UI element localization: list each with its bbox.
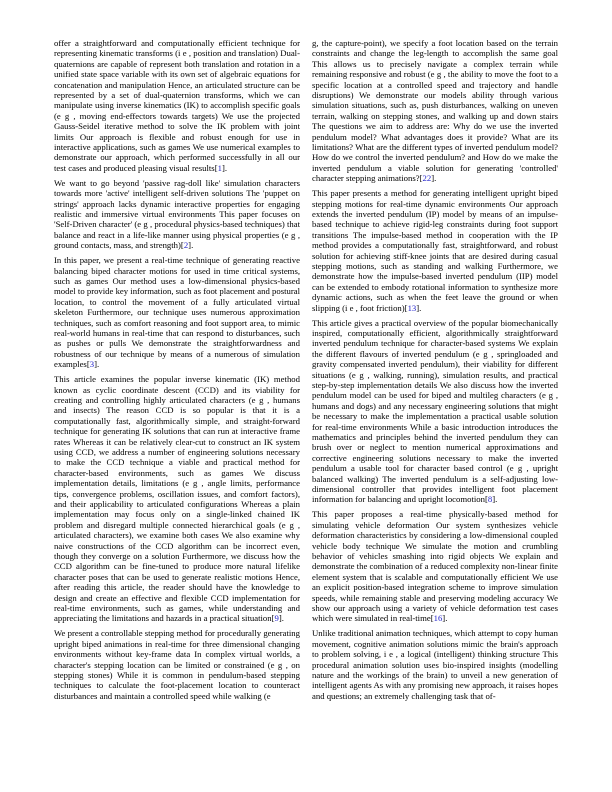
paragraph <box>54 38 300 173</box>
citation-bracket: [ <box>86 359 90 370</box>
citation-link[interactable]: 16 <box>433 613 443 624</box>
citation-bracket: [ <box>214 162 218 173</box>
text-column-left <box>54 38 300 706</box>
paragraph <box>312 318 558 505</box>
paragraph <box>312 38 558 184</box>
citation-bracket: ] <box>278 613 282 624</box>
citation-bracket: ] <box>94 359 97 370</box>
paragraph <box>54 255 300 369</box>
paragraph-text: We want to go beyond 'passive rag-doll like' simulation characters towards more 'active' intelligent self-driven solutions The 'puppet on strings' approach lacks dynamic interactive properties for engaging realistic and immersive virtual environments This paper focuses on 'Self-Driven character' (e g , procedural physics-based techniques) that balance and react in a life-like manner using physical properties (e g , ground contacts, mass, and strength) <box>54 177 300 251</box>
citation-bracket: [ <box>180 240 184 251</box>
citation-bracket: [ <box>404 302 408 313</box>
paragraph-text: This paper proposes a real-time physically-based method for simulating vehicle deformation Our system synthesizes vehicle deformation characteristics by considering a low-dimensional coupled vehicle body technique We simulate the motion and crumbling behavior of vehicles smashing into rigid objects We explain and demonstrate the combination of a reduced complexity non-linear finite element system that is scalable and computationally efficient We use an explicit position-based integration scheme to improve simulation speeds, while remaining stable and preserving modeling accuracy We show our approach using a variety of vehicle deformation test cases which were simulated in real-time <box>312 509 558 624</box>
citation-link[interactable]: 3 <box>89 359 95 370</box>
citation-bracket: ] <box>188 240 192 251</box>
paragraph-text: g, the capture-point), we specify a foot location based on the terrain constraints and change the leg-length to accomplish the same goal This allows us to precisely navigate a complex terrain while remaining responsive and robust (e g , the ability to move the foot to a specific location at a controlled speed and trajectory and handle disruptions) We demonstrate our models ability through various simulation situations, such as, push disturbances, walking on uneven terrain, walking on stepping stones, and walking up and down stairs The questions we aim to address are: Why do we use the inverted pendulum model? What advantages does it provide? What are its limitations? What are the different types of inverted pendulum model? How do we control the inverted pendulum? and How do we make the inverted pendulum a viable solution for generating 'controlled' character stepping animations? <box>312 38 558 184</box>
paragraph-text: . <box>419 302 422 313</box>
paragraph <box>54 374 300 624</box>
paragraph-text: offer a straightforward and computationally efficient technique for representing kinematic transforms (i e , position and translation) Dual-quaternions are capable of represent both translation and rotation in a unified state space variable with its own set of algebraic equations for concatenation and manipulation Hence, an articulated structure can be represented by a set of dual-quaternion transforms, which we can manipulate using inverse kinematics (IK) to accomplish specific goals (e g , moving end-effectors towards targets) We use the projected Gauss-Seidel iterative method to solve the IK problem with joint limits Our approach is flexible and robust enough for use in interactive applications, such as games We use numerical examples to demonstrate our approach, which performed successfully in all our test cases and produced pleasing visual results <box>54 38 300 173</box>
paragraph <box>312 188 558 313</box>
citation-link[interactable]: 13 <box>407 302 417 313</box>
citation-link[interactable]: 2 <box>183 240 189 251</box>
citation-link[interactable]: 9 <box>274 613 279 624</box>
paragraph-text: This article examines the popular inverse kinematic (IK) method known as cyclic coordinate descent (CCD) and its viability for creating and controlling highly articulated characters (e g , humans and insects) The reason CCD is so popular is that it is a computationally fast, algorithmically simple, and straight-forward technique for generating IK solutions that can run at interactive frame rates Whereas it can be relatively clear-cut to construct an IK system using CCD, we address a number of engineering solutions necessary to make the CCD technique a viable and practical method for character-based environments, such as games We discuss implementation details, limitations (e g , angle limits, performance tips, convergence problems, oscillation issues, and comfort factors), and their applicability to articulated configurations Whereas a plain implementation may focus only on a single-linked chained IK problem and disregard multiple connected hierarchical goals (e g , articulated characters), we examine both cases We also examine why naive constructions of the CCD algorithm can be incorrect even, though they converge on a solution Furthermore, we discuss how the CCD algorithm can be fine-tuned to produce more natural lifelike character poses that can be used to generate realistic motions Hence, after reading this article, the reader should have the knowledge to design and create an effective and flexible CCD implementation for real-time environments, such as games, while understanding and appreciating the limitations and hazards in a practical situation <box>54 374 300 624</box>
citation-link[interactable]: 8 <box>487 494 493 505</box>
citation-bracket: [ <box>419 173 423 184</box>
citation-bracket: ] <box>492 494 496 505</box>
paragraph-text: . <box>224 162 228 173</box>
paragraph-text: . <box>495 494 498 505</box>
paragraph-text: Unlike traditional animation techniques, which attempt to copy human movement, cognitive animation solutions mimic the brain's approach to problem solving, i e , a logical (intelligent) thinking structure This procedural animation solution uses bio-inspired insights (modelling nature and the workings of the brain) to unveil a new generation of intelligent agents As with any promising new approach, it raises hopes and questions; an extremely challenging task that of- <box>312 628 558 701</box>
paragraph <box>54 178 300 251</box>
paragraph-text: This article gives a practical overview of the popular biomechanically inspired, computationally efficient, algorithmically straightforward inverted pendulum technique for character-based systems We explain the different flavours of inverted pendulum (e g , springloaded and gravity compensated inverted pendulum), their viability for different situations (e g , walking, running), simulation results, and practical step-by-step implementation details We also discuss how the inverted pendulum model can be used for biped and multileg characters (e g , humans and dogs) and any necessary engineering solutions that might be necessary to make the implementation a practical usable solution for real-time environments While a basic introduction introduces the mathematics and principles behind the inverted pendulum they can brush over or neglect to mention numerical approximations and corrective engineering solutions necessary to make the inverted pendulum a usable tool for character based control (e g , upright balanced walking) The inverted pendulum is a self-adjusting low-dimensional controller that provides intelligent foot placement information for balancing and upright locomotion <box>312 317 558 505</box>
citation-bracket: ] <box>416 302 420 313</box>
text-column-right <box>312 38 558 706</box>
citation-bracket: [ <box>430 613 434 624</box>
paragraph-text: . <box>445 613 448 624</box>
citation-bracket: ] <box>442 613 446 624</box>
paragraph-text: . <box>96 359 100 370</box>
citation-bracket: [ <box>485 494 488 505</box>
paragraph-text: . <box>434 173 437 184</box>
citation-link[interactable]: 22 <box>422 173 432 184</box>
paragraph-text: This paper presents a method for generating intelligent upright biped stepping motions for real-time dynamic environments Our approach extends the inverted pendulum (IP) model by means of an impulse-based technique to achieve rigid-leg constraints during foot support transitions The impulse-based method in cooperation with the IP method provides a computationally fast, straightforward, and robust solution for achieving stiff-knee joints that are desired during casual stepping motions, such as standing and walking Furthermore, we demonstrate how the impulse-based inverted pendulum (IIP) model can be extended to embody rotational information to synthesize more dynamic actions, such as when the feet leave the ground or when slipping (i e , foot friction) <box>312 188 558 313</box>
paragraph-text: . <box>281 613 284 624</box>
paragraph <box>54 628 300 701</box>
paragraph-text: We present a controllable stepping method for procedurally generating upright biped animations in real-time for three dimensional changing environments without key-frame data In complex virtual worlds, a character's stepping location can be limited or constrained (e g , on stepping stones) While it is common in pendulum-based stepping techniques to calculate the foot-placement location to counteract disturbances and maintain a controlled speed while walking (e <box>54 628 300 701</box>
paragraph-text: In this paper, we present a real-time technique of generating reactive balancing biped character motions for used in time critical systems, such as games Our method uses a low-dimensional physics-based model to provide key information, such as foot placement and postural location, to control the movement of a fully articulated virtual skeleton Furthermore, our technique uses numerous approximation techniques, such as comfort reasoning and foot support area, to mimic real-world humans in real-time that can respond to disturbances, such as pushes or pulls We demonstrate the straightforwardness and robustness of our technique by means of a numerous of simulation examples <box>54 255 300 370</box>
citation-link[interactable]: 1 <box>217 162 222 173</box>
paragraph <box>312 509 558 623</box>
citation-bracket: ] <box>431 173 435 184</box>
citation-bracket: ] <box>221 162 225 173</box>
paragraph-text: . <box>191 240 194 251</box>
citation-bracket: [ <box>271 613 275 624</box>
paragraph <box>312 628 558 701</box>
